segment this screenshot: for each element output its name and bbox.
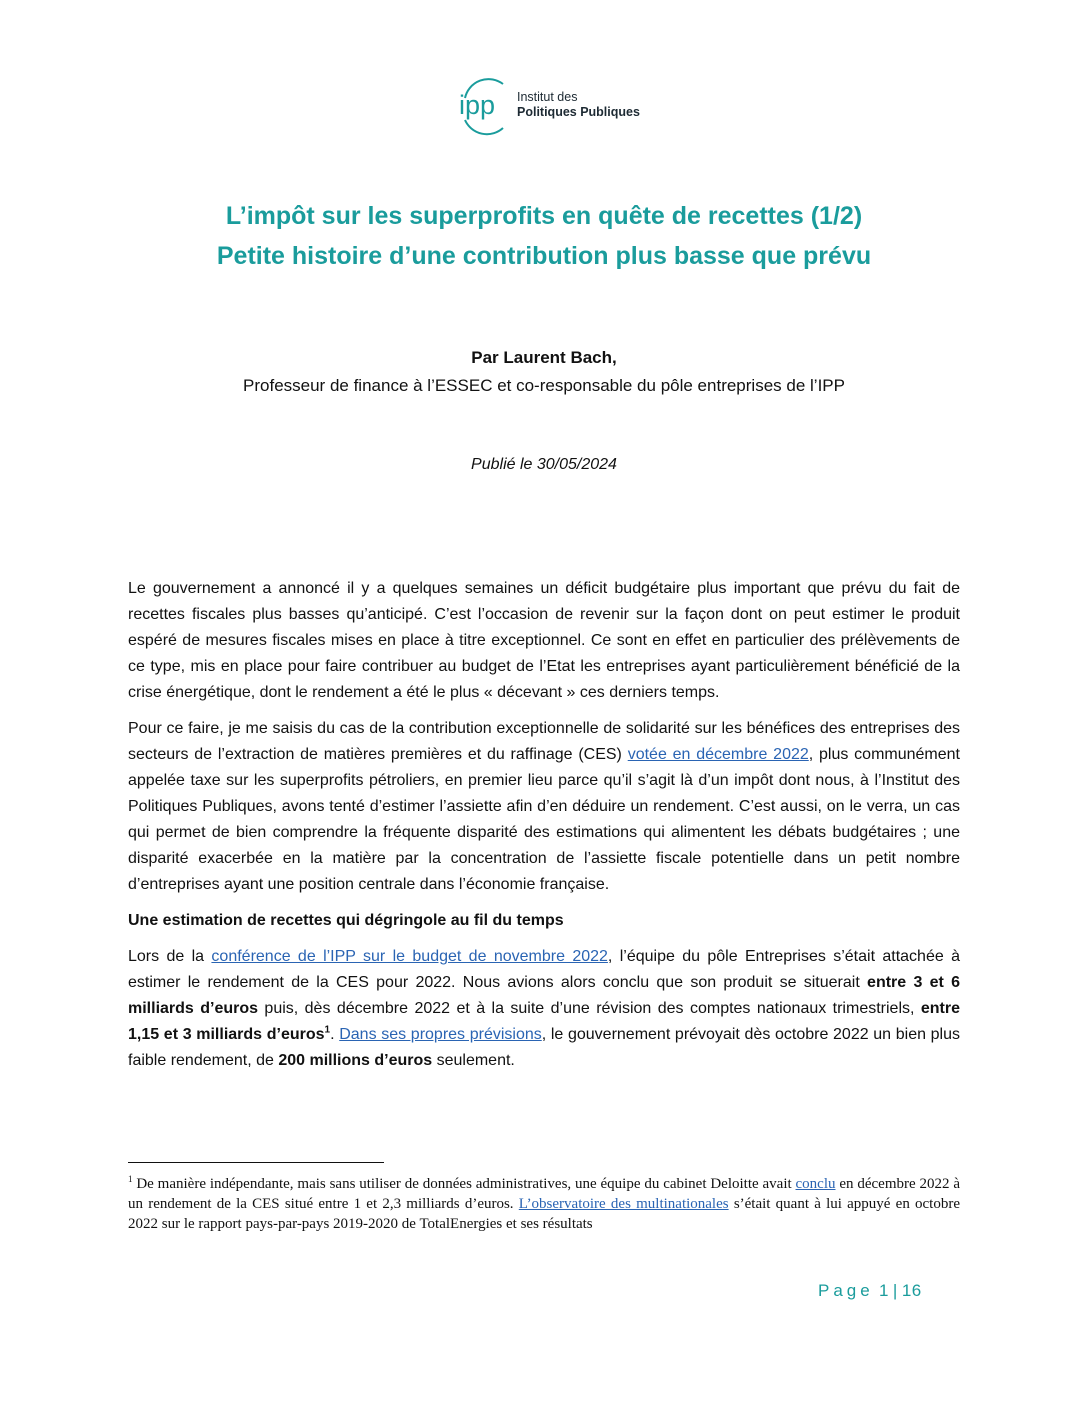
link-propres-previsions[interactable]: Dans ses propres prévisions bbox=[339, 1026, 542, 1043]
author-block bbox=[0, 344, 1088, 400]
paragraph-3-text-a: Lors de la bbox=[128, 948, 212, 965]
paragraph-2-text-b: , plus communément appelée taxe sur les superprofits pétroliers, en premier lieu parce qu’il s’agit là d’un impôt dont nous, à l’Institut des Politiques Publiques, avons tenté d’estimer l’assiette afin d’en déduire un rendement. C’est aussi, on le verra, un cas qui permet de bien comprendre la fréquente disparité des estimations qui alimentent les débats budgétaires ; une disparité exacerbée en la matière par la concentration de l’assiette fiscale potentielle dans un petit nombre d’entreprises ayant une position centrale dans l’économie française. bbox=[128, 746, 960, 893]
footnote-number: 1 bbox=[128, 1174, 133, 1184]
logo-wordmark bbox=[517, 90, 640, 120]
ipp-logo bbox=[455, 72, 640, 138]
paragraph-1: Le gouvernement a annoncé il y a quelques semaines un déficit budgétaire plus important que prévu du fait de recettes fiscales plus basses qu’anticipé. C’est l’occasion de revenir sur la façon dont on peut estimer le produit espéré de mesures fiscales mises en place à titre exceptionnel. Ce sont en effet en particulier des prélèvements de ce type, mis en place pour faire contribuer au budget de l’Etat les entreprises ayant particulièrement bénéficié de la crise énergétique, dont le rendement a été le plus « décevant » ces derniers temps. bbox=[128, 580, 960, 701]
paragraph-2-text-a: Pour ce faire, je me saisis du cas de la contribution exceptionnelle de solidarité sur les bénéfices des entreprises des secteurs de l’extraction de matières premières et du raffinage (CES) bbox=[128, 720, 960, 763]
author-name: Par Laurent Bach, bbox=[471, 348, 617, 367]
footnote-text-b: en décembre 2022 à un rendement de la CES situé entre 1 et 2,3 milliards d’euros. bbox=[128, 1176, 960, 1212]
paragraph-3-text-c: puis, dès décembre 2022 et à la suite d’une révision des comptes nationaux trimestriels, bbox=[258, 1000, 921, 1017]
footnote-1 bbox=[128, 1174, 960, 1234]
document-title bbox=[0, 196, 1088, 276]
link-conference-ipp[interactable]: conférence de l’IPP sur le budget de novembre 2022 bbox=[211, 948, 608, 965]
link-observatoire-multinationales[interactable]: L’observatoire des multinationales bbox=[518, 1196, 729, 1212]
paragraph-3-text-d: . bbox=[330, 1026, 340, 1043]
ipp-logo-mark-icon bbox=[455, 72, 513, 138]
logo-line-1: Institut des bbox=[517, 90, 578, 104]
footnote-text-c: s’était quant à lui appuyé en octobre 2022 sur le rapport pays-par-pays 2019-2020 de TotalEnergies et ses résultats bbox=[128, 1196, 961, 1232]
author-role: Professeur de finance à l’ESSEC et co-responsable du pôle entreprises de l’IPP bbox=[243, 376, 845, 395]
publication-date: Publié le 30/05/2024 bbox=[471, 456, 617, 473]
paragraph-3-text-b: , l’équipe du pôle Entreprises s’était attachée à estimer le rendement de la CES pour 2022. Nous avions alors conclu que son produit se situerait bbox=[128, 948, 960, 991]
footnote-text-a: De manière indépendante, mais sans utiliser de données administratives, une équipe du cabinet Deloitte avait bbox=[132, 1176, 796, 1192]
paragraph-3 bbox=[128, 944, 960, 1074]
paragraph-3-bold-3: 200 millions d’euros bbox=[278, 1052, 433, 1069]
paragraph-3-bold-2: entre 1,15 et 3 milliards d’euros bbox=[128, 1000, 960, 1043]
footnote-ref-1[interactable]: 1 bbox=[324, 1024, 331, 1036]
paragraph-3-text-f: seulement. bbox=[432, 1052, 515, 1069]
page-separator: | bbox=[892, 1281, 898, 1300]
paragraph-2 bbox=[128, 716, 960, 898]
title-line-1: L’impôt sur les superprofits en quête de recettes (1/2) bbox=[225, 202, 863, 230]
logo-mark-text: ipp bbox=[459, 90, 496, 120]
link-conclu[interactable]: conclu bbox=[795, 1176, 836, 1192]
paragraph-3-bold-1: entre 3 et 6 milliards d’euros bbox=[128, 974, 961, 1017]
link-votee-decembre-2022[interactable]: votée en décembre 2022 bbox=[627, 746, 809, 763]
footnote-separator bbox=[128, 1162, 384, 1163]
document-body bbox=[128, 576, 960, 1074]
logo-line-2: Politiques Publiques bbox=[517, 105, 640, 119]
paragraph-3-text-e: , le gouvernement prévoyait dès octobre 2022 un bien plus faible rendement, de bbox=[128, 1026, 961, 1069]
page-current: 1 bbox=[878, 1281, 889, 1300]
page-number bbox=[818, 1281, 922, 1301]
section-heading: Une estimation de recettes qui dégringole au fil du temps bbox=[128, 912, 564, 929]
title-line-2: Petite histoire d’une contribution plus basse que prévu bbox=[216, 242, 872, 270]
page-label: Page bbox=[818, 1281, 874, 1300]
page-total: 16 bbox=[901, 1281, 922, 1300]
